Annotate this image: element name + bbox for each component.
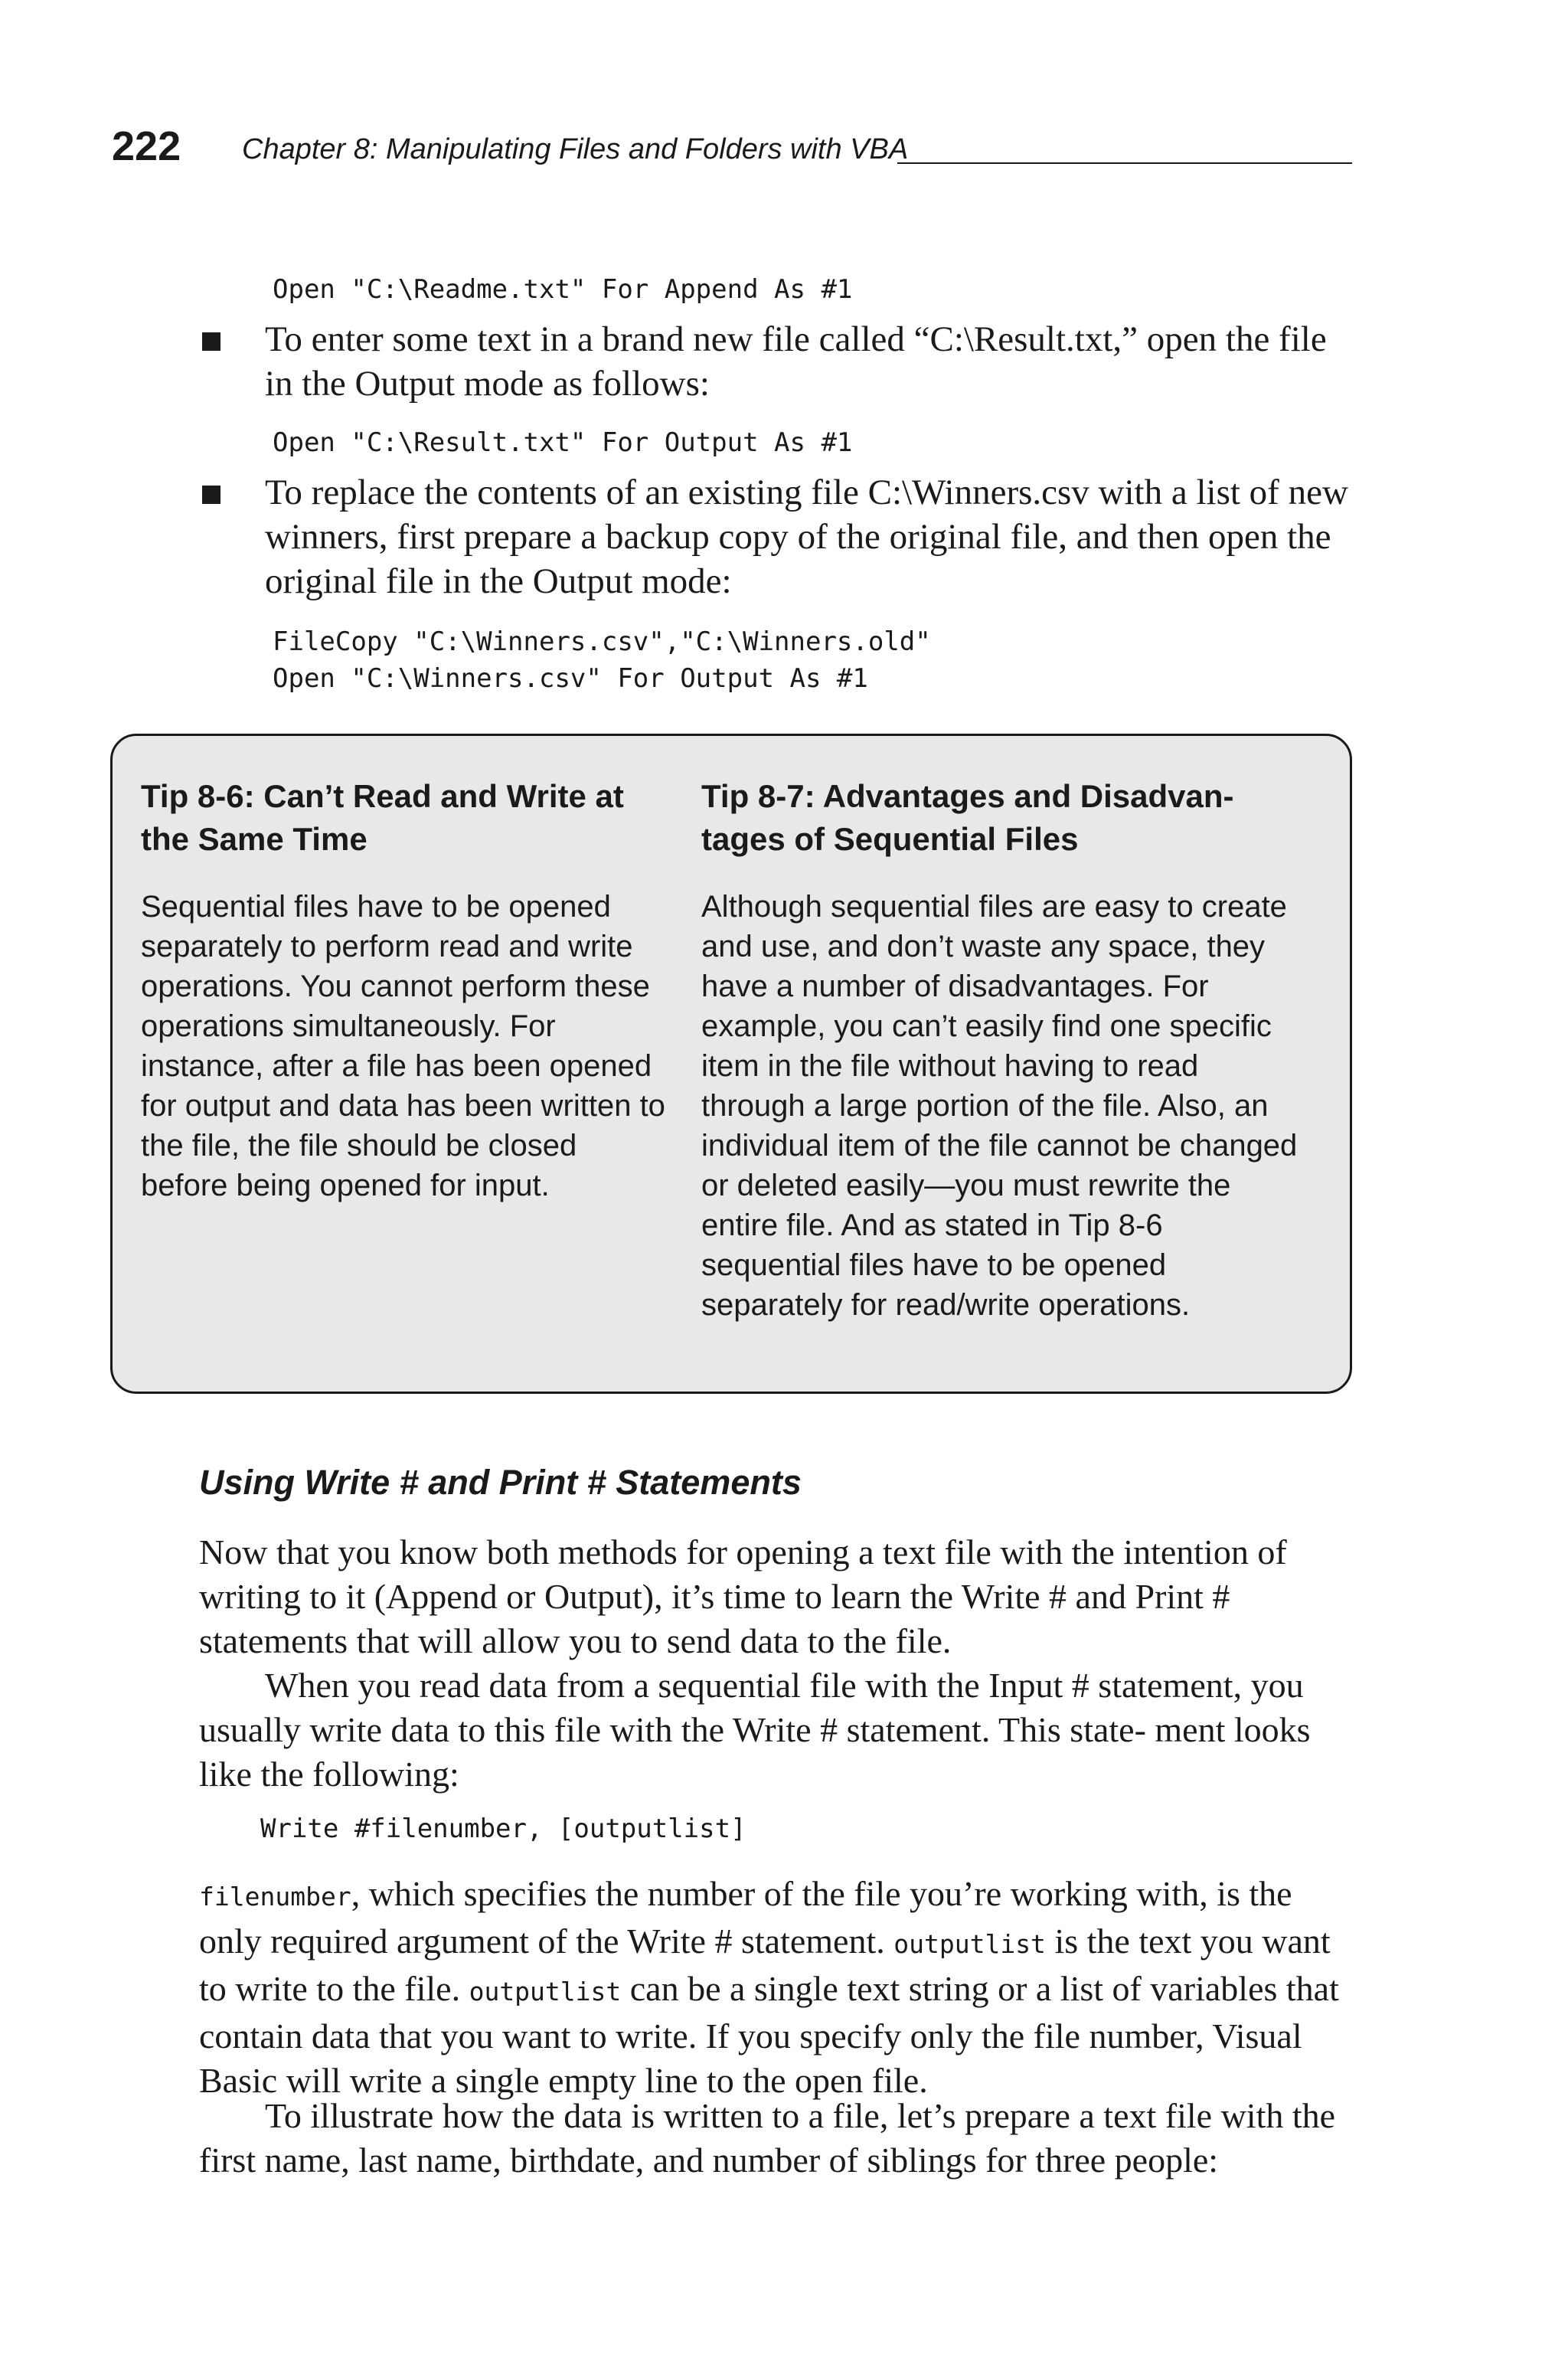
header-rule: [897, 162, 1352, 164]
bullet-item-replace-contents: To replace the contents of an existing file C:\Winners.csv with a list of new winners, first prepare a backup copy of the original file, and then open the original file in the Output mode:: [265, 473, 1348, 601]
page-number: 222: [112, 123, 181, 169]
tip-8-7: [701, 775, 1329, 1325]
paragraph-write-statement: When you read data from a sequential file with the Input # statement, you usually write data to this file with the Write # statement. This state- ment looks like the following:: [199, 1666, 1311, 1794]
paragraph-text: is the text you want to write to the file.: [199, 1921, 1331, 2008]
code-write-syntax: Write #filenumber, [outputlist]: [260, 1813, 746, 1844]
tip-8-6-body: Sequential files have to be opened separately to perform read and write operations. You cannot perform these operations simultaneously. For instance, after a file has been opened for output and data has been written to the file, the file should be closed before being opened for input.: [141, 890, 665, 1202]
tip-8-7-title: Tip 8-7: Advantages and Disadvan- tages of Sequential Files: [701, 778, 1234, 857]
inline-code-outputlist: outputlist: [469, 1977, 622, 2006]
code-filecopy: FileCopy "C:\Winners.csv","C:\Winners.old": [273, 626, 931, 657]
chapter-title: Chapter 8: Manipulating Files and Folders with VBA: [242, 133, 909, 165]
tip-8-6-title: Tip 8-6: Can’t Read and Write at the Same Time: [141, 778, 624, 857]
bullet-item-new-file: To enter some text in a brand new file called “C:\Result.txt,” open the file in the Output mode as follows:: [265, 319, 1327, 404]
inline-code-filenumber: filenumber: [199, 1882, 351, 1912]
tip-8-6: [141, 775, 669, 1205]
section-heading: Using Write # and Print # Statements: [199, 1463, 802, 1502]
bullet-square-icon: [202, 486, 220, 504]
code-open-winners: Open "C:\Winners.csv" For Output As #1: [273, 663, 868, 694]
inline-code-outputlist: outputlist: [893, 1929, 1046, 1959]
bullet-square-icon: [202, 332, 220, 351]
code-output: Open "C:\Result.txt" For Output As #1: [273, 427, 853, 458]
paragraph-intro: Now that you know both methods for opening a text file with the intention of writing to it (Append or Output), it’s time to learn the Write # and Print # statements that will allow you to send data to the file.: [199, 1532, 1287, 1660]
code-append: Open "C:\Readme.txt" For Append As #1: [273, 274, 853, 305]
tip-8-7-body: Although sequential files are easy to create and use, and don’t waste any space, they have a number of disadvantages. For example, you can’t easily find one specific item in the file without having to read through a large portion of the file. Also, an individual item of the file cannot be changed or deleted easily—you must rewrite the entire file. And as stated in Tip 8-6 sequential files have to be opened separately for read/write operations.: [701, 890, 1298, 1322]
paragraph-text: can be a single text string or a list of variables that contain data that you want to write. If you specify only the file number, Visual Basic will write a single empty line to the open file.: [199, 1969, 1339, 2100]
paragraph-text: , which specifies the number of the file you’re working with, is the only required argument of the Write # statement.: [199, 1874, 1292, 1961]
paragraph-arguments: [199, 1872, 1355, 2103]
paragraph-illustrate: To illustrate how the data is written to a file, let’s prepare a text file with the first name, last name, birthdate, and number of siblings for three people:: [199, 2096, 1336, 2180]
